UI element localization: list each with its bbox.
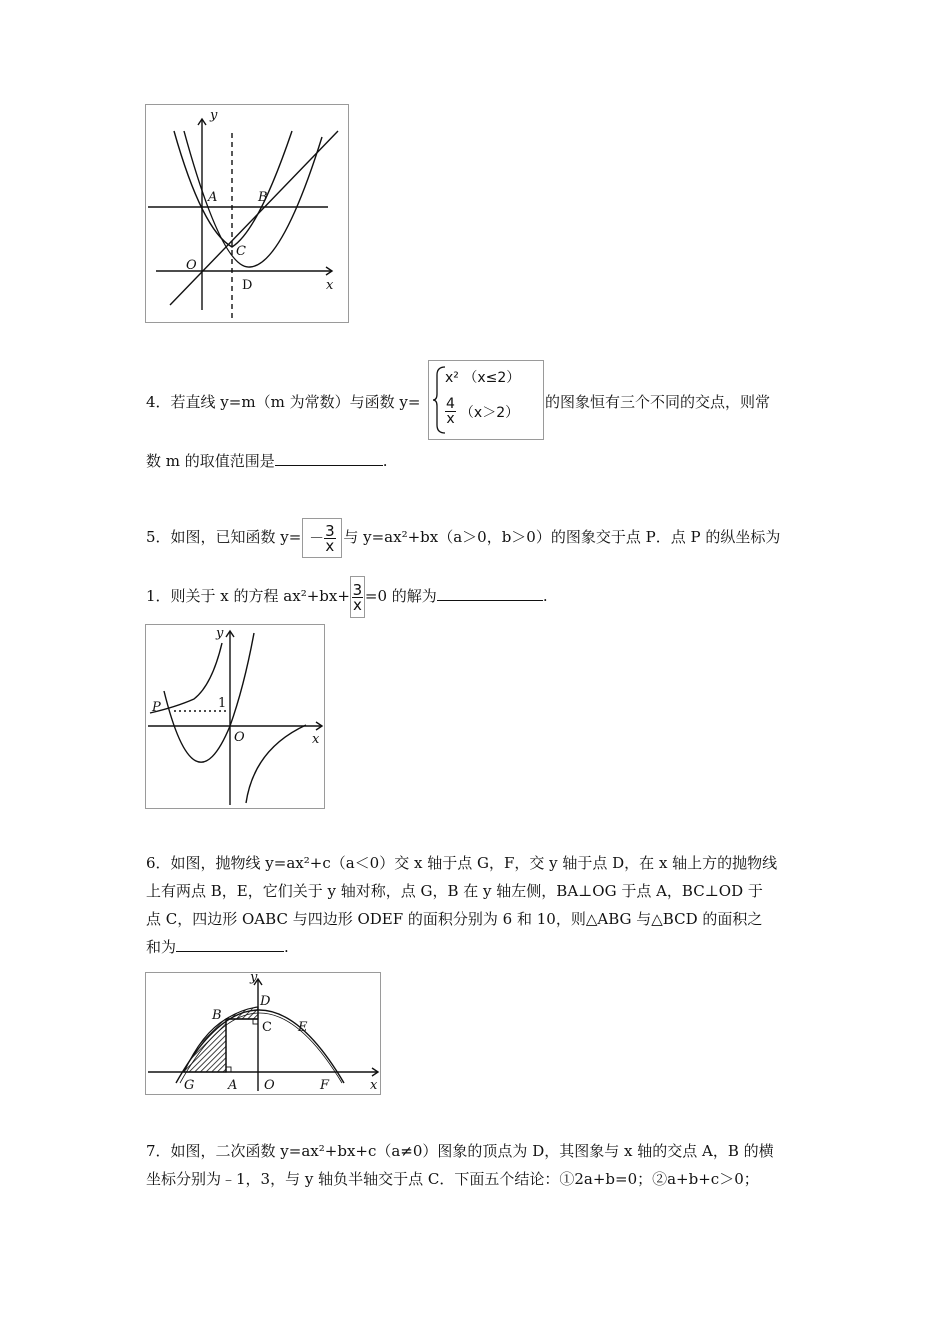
fig1-O-label: O [186, 258, 197, 273]
fig1-D-label: D [242, 278, 253, 293]
q4-piece1: x² （x≤2） [445, 370, 521, 386]
q4-line2: 数 m 的取值范围是 . [146, 452, 388, 470]
q4-line1 [146, 391, 420, 413]
q6-line1: 6．如图，抛物线 y=ax²+c（a＜0）交 x 轴于点 G，F，交 y 轴于点 D，在 x 轴上方的抛物线 [146, 854, 778, 872]
q7-line2: 坐标分别为﹣1，3，与 y 轴负半轴交于点 C．下面五个结论：①2a+b=0；②a+b+c＞0； [146, 1170, 759, 1188]
q5-line1: 5．如图，已知函数 y= － $\frac{3}{x}$ 与 y=ax²+bx（a＞0，b＞0）的图象交于点 P．点 P 的纵坐标为 [146, 518, 780, 558]
figure-2 [145, 624, 325, 809]
fig3-E-label: E [298, 1020, 308, 1035]
fig2-P-label: P [152, 700, 161, 715]
fig3-D-label: D [260, 994, 271, 1009]
q6-line3: 点 C，四边形 OABC 与四边形 ODEF 的面积分别为 6 和 10，则△ABG 与△BCD 的面积之 [146, 910, 763, 928]
fig3-F-label: F [320, 1078, 330, 1093]
q5-frac1-box: － $\frac{3}{x}$ [302, 518, 342, 558]
q4-answer-blank[interactable] [275, 451, 383, 466]
q4-piece2-frac: $\frac{4}{x}$ [446, 396, 455, 427]
fig3-C-label: C [262, 1020, 272, 1035]
fig2-O-label: O [234, 730, 245, 745]
fig3-O-label: O [264, 1078, 275, 1093]
q4-piece2-cond: （x＞2） [459, 404, 520, 421]
q4-piecewise-box [428, 360, 544, 440]
q4-line1-pre: 4．若直线 y=m（m 为常数）与函数 y= [146, 393, 421, 411]
q6-answer-blank[interactable] [176, 937, 284, 952]
fig2-one-label: 1 [218, 696, 227, 711]
q6-line4: 和为 . [146, 938, 289, 956]
fig1-x-label: x [326, 278, 334, 293]
q7-line1: 7．如图，二次函数 y=ax²+bx+c（a≠0）图象的顶点为 D，其图象与 x 轴的交点 A，B 的横 [146, 1142, 774, 1160]
fig1-A-label: A [208, 190, 218, 205]
figure-1 [145, 104, 349, 323]
q5-frac2-box: $\frac{3}{x}$ [350, 576, 365, 618]
fig1-C-label: C [236, 244, 246, 259]
fig3-y-label: y [250, 973, 258, 985]
q5-answer-blank[interactable] [437, 586, 543, 601]
fig1-B-label: B [258, 190, 268, 205]
fig2-y-label: y [216, 626, 224, 641]
q5-line2: 1．则关于 x 的方程 ax²+bx+ $\frac{3}{x}$ =0 的解为 . [146, 576, 548, 618]
fig2-x-label: x [312, 732, 320, 747]
fig3-A-label: A [228, 1078, 238, 1093]
q4-line1-post: 的图象恒有三个不同的交点，则常 [545, 393, 771, 411]
fig3-x-label: x [370, 1078, 378, 1093]
figure-3 [145, 972, 381, 1095]
fig1-y-label: y [210, 108, 218, 123]
q6-line2: 上有两点 B，E，它们关于 y 轴对称，点 G，B 在 y 轴左侧，BA⊥OG 于点 A，BC⊥OD 于 [146, 882, 763, 900]
fig3-B-label: B [212, 1008, 222, 1023]
fig3-G-label: G [184, 1078, 195, 1093]
